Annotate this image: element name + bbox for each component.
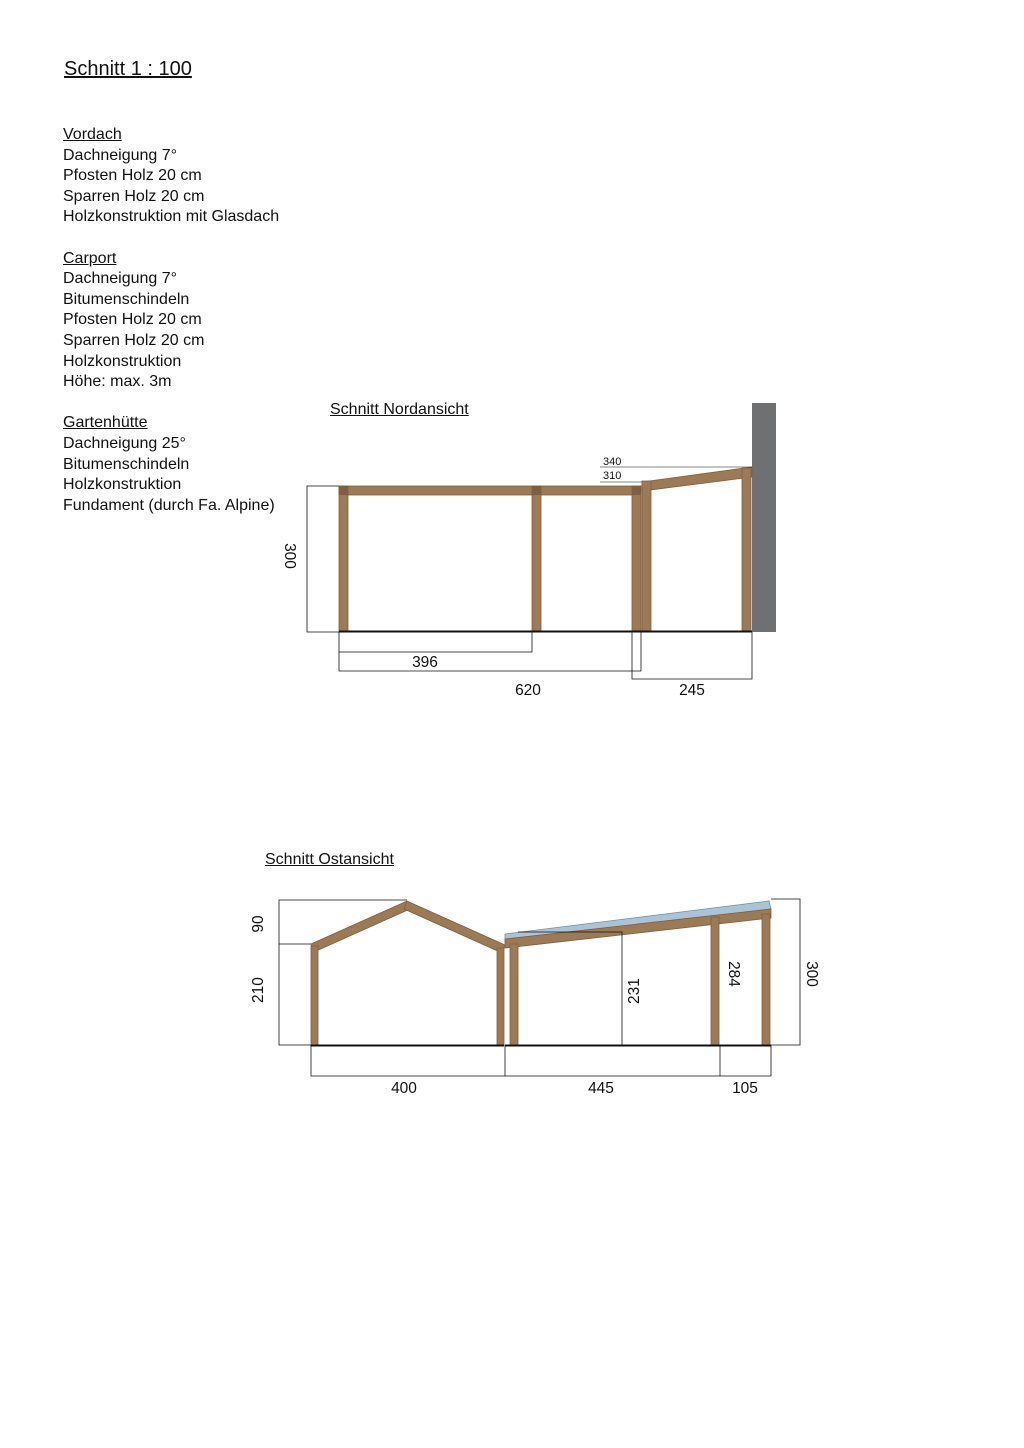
dim-vordach-105: 105 (732, 1080, 758, 1097)
carport-post (762, 914, 770, 1045)
spec-heading: Carport (63, 249, 117, 267)
dim-wall-210: 210 (250, 977, 267, 1003)
hut-roof-right (404, 901, 505, 953)
post (632, 486, 641, 632)
post (742, 468, 751, 632)
beam-joint (339, 486, 348, 495)
dimension-line (518, 932, 622, 1045)
spec-line: Sparren Holz 20 cm (63, 187, 205, 205)
spec-line: Holzkonstruktion mit Glasdach (63, 208, 280, 226)
vordach-rafter (642, 467, 752, 491)
dim-hut-400: 400 (391, 1080, 417, 1097)
spec-line: Höhe: max. 3m (63, 373, 172, 391)
spec-line: Bitumenschindeln (63, 455, 190, 473)
post (532, 486, 541, 632)
height-mark-340: 340 (603, 456, 622, 468)
spec-line: Pfosten Holz 20 cm (63, 311, 202, 329)
north-view-drawing (281, 403, 776, 699)
height-mark-310: 310 (603, 470, 622, 482)
carport-rafter (505, 909, 771, 948)
dim-span-620: 620 (515, 682, 541, 699)
dim-span-396: 396 (412, 654, 438, 671)
spec-line: Dachneigung 7° (63, 146, 178, 164)
hut-post (497, 948, 504, 1045)
hut-roof-left (311, 901, 410, 952)
spec-line: Sparren Holz 20 cm (63, 331, 205, 349)
dim-carport-445: 445 (588, 1080, 614, 1097)
spec-line: Dachneigung 25° (63, 434, 186, 452)
east-view-title: Schnitt Ostansicht (265, 851, 394, 868)
dimension-line (279, 900, 407, 1045)
house-wall (752, 403, 776, 632)
dimension-line (307, 486, 339, 632)
spec-line: Dachneigung 7° (63, 270, 178, 288)
dim-ridge-90: 90 (250, 915, 267, 933)
dimension-line (632, 632, 752, 679)
dimension-line (311, 1045, 771, 1076)
post (339, 486, 348, 632)
beam-joint (532, 486, 541, 495)
dimension-line (339, 632, 532, 652)
dim-height-300: 300 (281, 543, 298, 569)
page-title: Schnitt 1 : 100 (64, 58, 192, 80)
dim-span-245: 245 (679, 682, 705, 699)
east-view-drawing (250, 899, 820, 1097)
dim-total-300: 300 (803, 961, 820, 987)
hut-post (311, 946, 318, 1045)
carport-roof-beam (339, 486, 640, 495)
spec-heading: Gartenhütte (63, 414, 148, 432)
beam-joint (632, 486, 641, 495)
post (642, 481, 651, 632)
dim-mid-284: 284 (725, 961, 742, 987)
north-view-title: Schnitt Nordansicht (330, 401, 469, 418)
spec-line: Fundament (durch Fa. Alpine) (63, 496, 275, 514)
spec-line: Holzkonstruktion (63, 352, 182, 370)
carport-post (510, 944, 518, 1045)
dim-low-231: 231 (626, 978, 643, 1004)
spec-line: Bitumenschindeln (63, 290, 190, 308)
dimension-line (339, 632, 641, 671)
spec-line: Pfosten Holz 20 cm (63, 167, 202, 185)
spec-line: Holzkonstruktion (63, 476, 182, 494)
dimension-line (771, 899, 800, 1045)
carport-post (711, 917, 719, 1045)
spec-heading: Vordach (63, 126, 122, 143)
